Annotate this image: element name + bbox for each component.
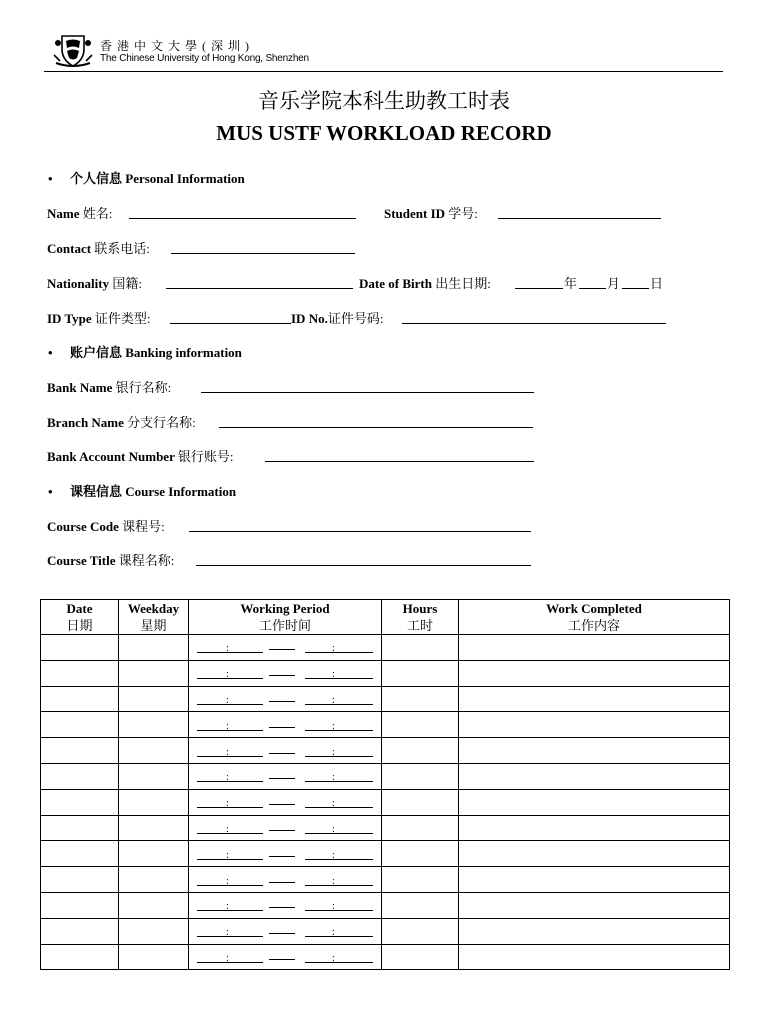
time-colon: : <box>332 875 335 887</box>
range-dash <box>269 778 295 779</box>
hours-cell[interactable] <box>382 686 459 712</box>
range-dash <box>269 907 295 908</box>
time-range <box>189 816 381 840</box>
work-completed-cell[interactable] <box>459 944 730 970</box>
id-type-field[interactable] <box>170 323 291 324</box>
time-colon: : <box>226 694 229 706</box>
date-cell[interactable] <box>41 892 119 918</box>
cuhk-crest-icon <box>52 33 94 69</box>
student-id-field[interactable] <box>498 218 661 219</box>
table-row <box>41 815 730 841</box>
col-header-date: Date 日期 <box>41 600 119 635</box>
id-no-label: ID No.证件号码: <box>291 311 384 326</box>
course-code-label: Course Code 课程号: <box>47 519 165 534</box>
date-cell[interactable] <box>41 815 119 841</box>
range-dash <box>269 959 295 960</box>
branch-name-label: Branch Name 分支行名称: <box>47 415 196 430</box>
end-time-line[interactable] <box>305 730 373 731</box>
bullet-icon: • <box>48 484 53 499</box>
branch-name-field[interactable] <box>219 427 533 428</box>
time-colon: : <box>226 875 229 887</box>
end-time-line[interactable] <box>305 652 373 653</box>
dob-label: Date of Birth 出生日期: <box>359 276 491 291</box>
date-cell[interactable] <box>41 918 119 944</box>
start-time-line[interactable] <box>197 962 263 963</box>
col-header-weekday: Weekday 星期 <box>119 600 189 635</box>
weekday-cell[interactable] <box>119 841 189 867</box>
weekday-cell[interactable] <box>119 918 189 944</box>
month-label: 月 <box>607 276 621 291</box>
time-colon: : <box>332 823 335 835</box>
time-range <box>189 868 381 892</box>
time-colon: : <box>226 798 229 810</box>
start-time-line[interactable] <box>197 936 263 937</box>
course-title-label: Course Title 课程名称: <box>47 553 175 568</box>
weekday-cell[interactable] <box>119 892 189 918</box>
working-period-cell[interactable] <box>189 712 382 738</box>
time-colon: : <box>332 901 335 913</box>
weekday-cell[interactable] <box>119 635 189 661</box>
contact-label: Contact 联系电话: <box>47 241 150 256</box>
date-cell[interactable] <box>41 712 119 738</box>
weekday-cell[interactable] <box>119 660 189 686</box>
working-period-cell[interactable] <box>189 944 382 970</box>
col-header-hours: Hours 工时 <box>382 600 459 635</box>
range-dash <box>269 753 295 754</box>
start-time-line[interactable] <box>197 807 263 808</box>
weekday-cell[interactable] <box>119 789 189 815</box>
time-range <box>189 635 381 659</box>
working-period-cell[interactable] <box>189 763 382 789</box>
hours-cell[interactable] <box>382 918 459 944</box>
date-cell[interactable] <box>41 660 119 686</box>
time-colon: : <box>332 643 335 655</box>
start-time-line[interactable] <box>197 704 263 705</box>
contact-field[interactable] <box>171 253 355 254</box>
hours-cell[interactable] <box>382 712 459 738</box>
working-period-cell[interactable] <box>189 686 382 712</box>
section-banking-label: 账户信息 Banking information <box>70 345 242 360</box>
table-row <box>41 841 730 867</box>
nationality-field[interactable] <box>166 288 353 289</box>
working-period-cell[interactable] <box>189 738 382 764</box>
table-row <box>41 892 730 918</box>
student-id-label: Student ID 学号: <box>384 206 478 221</box>
work-completed-cell[interactable] <box>459 841 730 867</box>
time-colon: : <box>332 798 335 810</box>
hours-cell[interactable] <box>382 738 459 764</box>
workload-table <box>40 599 730 970</box>
range-dash <box>269 856 295 857</box>
account-number-field[interactable] <box>265 461 534 462</box>
form-title-cn: 音乐学院本科生助教工时表 <box>258 89 510 113</box>
name-label: Name 姓名: <box>47 206 113 221</box>
working-period-cell[interactable] <box>189 789 382 815</box>
name-field[interactable] <box>129 218 356 219</box>
table-row <box>41 867 730 893</box>
range-dash <box>269 727 295 728</box>
course-code-field[interactable] <box>189 531 531 532</box>
working-period-cell[interactable] <box>189 660 382 686</box>
end-time-line[interactable] <box>305 833 373 834</box>
work-completed-cell[interactable] <box>459 635 730 661</box>
year-label: 年 <box>564 276 578 291</box>
working-period-cell[interactable] <box>189 918 382 944</box>
work-completed-cell[interactable] <box>459 892 730 918</box>
time-colon: : <box>332 849 335 861</box>
end-time-line[interactable] <box>305 807 373 808</box>
start-time-line[interactable] <box>197 678 263 679</box>
time-colon: : <box>332 694 335 706</box>
work-completed-cell[interactable] <box>459 660 730 686</box>
time-colon: : <box>226 643 229 655</box>
hours-cell[interactable] <box>382 867 459 893</box>
form-title-en: MUS USTF WORKLOAD RECORD <box>216 121 552 145</box>
work-completed-cell[interactable] <box>459 918 730 944</box>
account-number-label: Bank Account Number 银行账号: <box>47 449 234 464</box>
work-completed-cell[interactable] <box>459 738 730 764</box>
time-range <box>189 661 381 685</box>
day-label: 日 <box>650 276 664 291</box>
section-course-heading <box>48 481 236 500</box>
table-row <box>41 635 730 661</box>
work-completed-cell[interactable] <box>459 815 730 841</box>
university-name-en: The Chinese University of Hong Kong, Shenzhen <box>100 53 309 64</box>
start-time-line[interactable] <box>197 756 263 757</box>
working-period-cell[interactable] <box>189 892 382 918</box>
time-range <box>189 713 381 737</box>
hours-cell[interactable] <box>382 763 459 789</box>
time-range <box>189 739 381 763</box>
table-row <box>41 918 730 944</box>
course-title-field[interactable] <box>196 565 531 566</box>
university-name-cn: 香港中文大學(深圳) <box>100 39 254 53</box>
date-cell[interactable] <box>41 635 119 661</box>
work-completed-cell[interactable] <box>459 686 730 712</box>
end-time-line[interactable] <box>305 936 373 937</box>
time-colon: : <box>226 720 229 732</box>
date-cell[interactable] <box>41 944 119 970</box>
table-row <box>41 944 730 970</box>
date-cell[interactable] <box>41 841 119 867</box>
weekday-cell[interactable] <box>119 867 189 893</box>
range-dash <box>269 882 295 883</box>
end-time-line[interactable] <box>305 704 373 705</box>
table-row <box>41 738 730 764</box>
dob-month-field[interactable] <box>579 288 606 289</box>
end-time-line[interactable] <box>305 859 373 860</box>
date-cell[interactable] <box>41 763 119 789</box>
date-cell[interactable] <box>41 867 119 893</box>
hours-cell[interactable] <box>382 660 459 686</box>
range-dash <box>269 701 295 702</box>
bullet-icon: • <box>48 171 53 186</box>
time-range <box>189 945 381 969</box>
hours-cell[interactable] <box>382 635 459 661</box>
start-time-line[interactable] <box>197 885 263 886</box>
time-range <box>189 790 381 814</box>
section-banking-heading <box>48 342 242 361</box>
header-divider <box>44 71 723 72</box>
end-time-line[interactable] <box>305 678 373 679</box>
time-colon: : <box>332 927 335 939</box>
hours-cell[interactable] <box>382 815 459 841</box>
time-colon: : <box>226 823 229 835</box>
start-time-line[interactable] <box>197 652 263 653</box>
time-colon: : <box>332 746 335 758</box>
hours-cell[interactable] <box>382 892 459 918</box>
nationality-label: Nationality 国籍: <box>47 276 142 291</box>
time-range <box>189 919 381 943</box>
end-time-line[interactable] <box>305 781 373 782</box>
end-time-line[interactable] <box>305 885 373 886</box>
working-period-cell[interactable] <box>189 867 382 893</box>
hours-cell[interactable] <box>382 841 459 867</box>
end-time-line[interactable] <box>305 962 373 963</box>
bullet-icon: • <box>48 345 53 360</box>
table-row <box>41 686 730 712</box>
weekday-cell[interactable] <box>119 712 189 738</box>
working-period-cell[interactable] <box>189 841 382 867</box>
table-row <box>41 712 730 738</box>
time-colon: : <box>226 746 229 758</box>
time-colon: : <box>226 901 229 913</box>
work-completed-cell[interactable] <box>459 712 730 738</box>
time-colon: : <box>226 952 229 964</box>
weekday-cell[interactable] <box>119 944 189 970</box>
range-dash <box>269 933 295 934</box>
time-range <box>189 893 381 917</box>
date-cell[interactable] <box>41 686 119 712</box>
weekday-cell[interactable] <box>119 815 189 841</box>
start-time-line[interactable] <box>197 730 263 731</box>
time-range <box>189 687 381 711</box>
table-header-row <box>41 600 730 635</box>
col-header-work-completed: Work Completed 工作内容 <box>459 600 730 635</box>
working-period-cell[interactable] <box>189 815 382 841</box>
work-completed-cell[interactable] <box>459 763 730 789</box>
date-cell[interactable] <box>41 738 119 764</box>
range-dash <box>269 804 295 805</box>
time-range <box>189 764 381 788</box>
section-course-label: 课程信息 Course Information <box>70 484 237 499</box>
weekday-cell[interactable] <box>119 763 189 789</box>
weekday-cell[interactable] <box>119 686 189 712</box>
end-time-line[interactable] <box>305 910 373 911</box>
hours-cell[interactable] <box>382 789 459 815</box>
weekday-cell[interactable] <box>119 738 189 764</box>
hours-cell[interactable] <box>382 944 459 970</box>
end-time-line[interactable] <box>305 756 373 757</box>
time-colon: : <box>332 952 335 964</box>
bank-name-label: Bank Name 银行名称: <box>47 380 172 395</box>
range-dash <box>269 675 295 676</box>
time-colon: : <box>226 849 229 861</box>
range-dash <box>269 830 295 831</box>
id-type-label: ID Type 证件类型: <box>47 311 151 326</box>
range-dash <box>269 649 295 650</box>
dob-year-field[interactable] <box>515 288 563 289</box>
time-colon: : <box>226 772 229 784</box>
section-personal-heading <box>48 168 245 187</box>
section-personal-label: 个人信息 Personal Information <box>70 171 245 186</box>
time-colon: : <box>332 772 335 784</box>
table-row <box>41 660 730 686</box>
dob-day-field[interactable] <box>622 288 649 289</box>
time-colon: : <box>226 927 229 939</box>
work-completed-cell[interactable] <box>459 867 730 893</box>
working-period-cell[interactable] <box>189 635 382 661</box>
time-range <box>189 842 381 866</box>
start-time-line[interactable] <box>197 910 263 911</box>
table-row <box>41 763 730 789</box>
time-colon: : <box>226 669 229 681</box>
start-time-line[interactable] <box>197 833 263 834</box>
col-header-working-period: Working Period 工作时间 <box>189 600 382 635</box>
bank-name-field[interactable] <box>201 392 534 393</box>
id-no-field[interactable] <box>402 323 666 324</box>
work-completed-cell[interactable] <box>459 789 730 815</box>
table-row <box>41 789 730 815</box>
time-colon: : <box>332 669 335 681</box>
date-cell[interactable] <box>41 789 119 815</box>
time-colon: : <box>332 720 335 732</box>
start-time-line[interactable] <box>197 859 263 860</box>
start-time-line[interactable] <box>197 781 263 782</box>
